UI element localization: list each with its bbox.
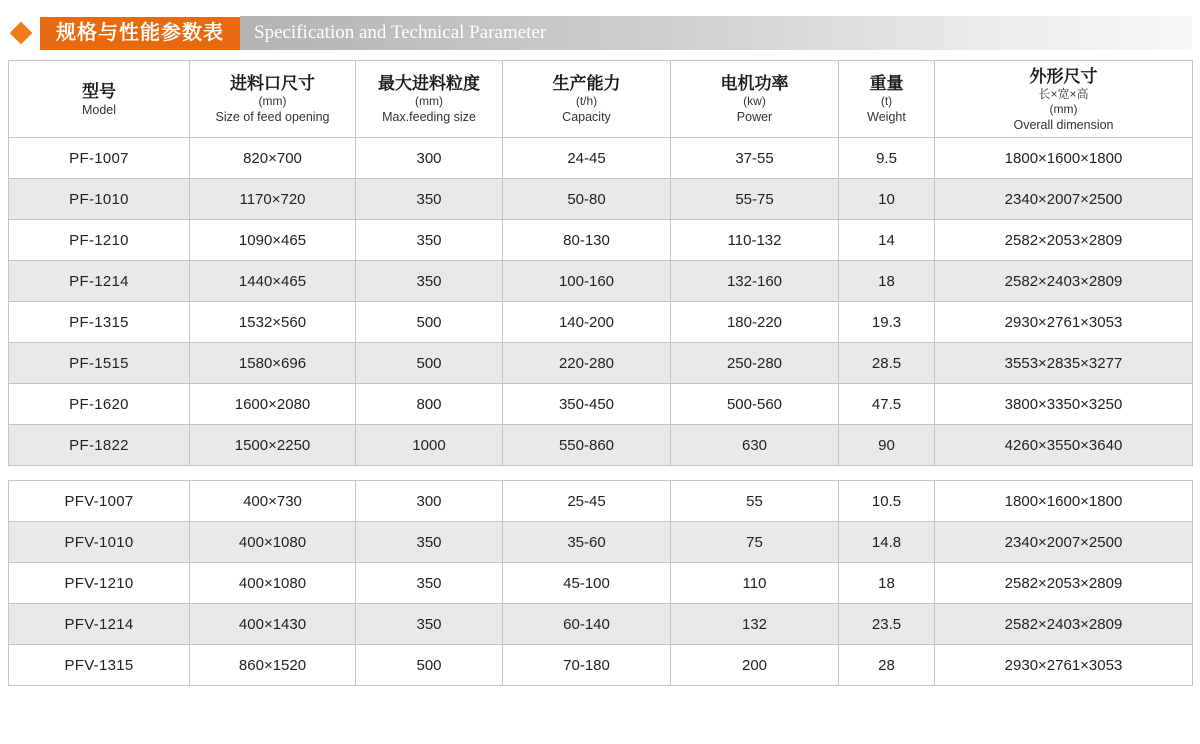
table-row: [9, 481, 1193, 522]
column-header-max-feed-en: Max.feeding size: [382, 110, 476, 124]
column-header-capacity: [503, 61, 671, 138]
cell-capacity: 220-280: [503, 343, 671, 384]
cell-dimension: 2930×2761×3053: [935, 302, 1193, 343]
column-header-feed-opening-unit: (mm): [258, 94, 287, 108]
cell-power: 110: [671, 563, 839, 604]
cell-weight: 47.5: [839, 384, 935, 425]
column-header-dimension-unit: (mm): [1049, 101, 1078, 116]
table-row: [9, 261, 1193, 302]
cell-feed-opening: 860×1520: [190, 645, 356, 686]
diamond-icon: [8, 20, 34, 46]
cell-dimension: 3800×3350×3250: [935, 384, 1193, 425]
cell-power: 200: [671, 645, 839, 686]
spec-table-primary: [8, 60, 1193, 466]
cell-power: 37-55: [671, 138, 839, 179]
cell-weight: 18: [839, 563, 935, 604]
cell-weight: 10.5: [839, 481, 935, 522]
cell-power: 132-160: [671, 261, 839, 302]
cell-power: 250-280: [671, 343, 839, 384]
table-header-row: [9, 61, 1193, 138]
cell-power: 75: [671, 522, 839, 563]
cell-feed-opening: 400×1080: [190, 522, 356, 563]
cell-model: PFV-1315: [9, 645, 190, 686]
table-row: [9, 425, 1193, 466]
column-header-dimension-sub: 长×宽×高: [1038, 86, 1089, 101]
cell-weight: 14: [839, 220, 935, 261]
column-header-dimension-cn: 外形尺寸: [1029, 66, 1098, 86]
table-row: [9, 522, 1193, 563]
cell-power: 110-132: [671, 220, 839, 261]
cell-feed-opening: 820×700: [190, 138, 356, 179]
cell-max-feed: 300: [356, 138, 503, 179]
cell-weight: 19.3: [839, 302, 935, 343]
cell-dimension: 2582×2053×2809: [935, 563, 1193, 604]
cell-dimension: 3553×2835×3277: [935, 343, 1193, 384]
cell-power: 500-560: [671, 384, 839, 425]
cell-model: PF-1210: [9, 220, 190, 261]
column-header-capacity-unit: (t/h): [575, 94, 598, 108]
cell-max-feed: 300: [356, 481, 503, 522]
cell-dimension: 4260×3550×3640: [935, 425, 1193, 466]
cell-max-feed: 500: [356, 645, 503, 686]
table-row: [9, 563, 1193, 604]
table-body-group1: [9, 138, 1193, 466]
cell-max-feed: 500: [356, 302, 503, 343]
table-row: [9, 384, 1193, 425]
column-header-weight-cn: 重量: [869, 74, 904, 93]
cell-model: PFV-1007: [9, 481, 190, 522]
column-header-max-feed-cn: 最大进料粒度: [378, 74, 480, 93]
column-header-model: [9, 61, 190, 138]
cell-dimension: 2582×2053×2809: [935, 220, 1193, 261]
cell-model: PF-1007: [9, 138, 190, 179]
cell-max-feed: 1000: [356, 425, 503, 466]
column-header-capacity-en: Capacity: [562, 110, 611, 124]
column-header-power-cn: 电机功率: [720, 74, 789, 93]
cell-max-feed: 350: [356, 604, 503, 645]
cell-model: PF-1315: [9, 302, 190, 343]
table-row: [9, 220, 1193, 261]
cell-weight: 10: [839, 179, 935, 220]
cell-capacity: 24-45: [503, 138, 671, 179]
table-separator: [8, 466, 1192, 480]
cell-max-feed: 350: [356, 522, 503, 563]
cell-capacity: 350-450: [503, 384, 671, 425]
cell-max-feed: 800: [356, 384, 503, 425]
cell-weight: 23.5: [839, 604, 935, 645]
cell-weight: 28: [839, 645, 935, 686]
cell-dimension: 2582×2403×2809: [935, 261, 1193, 302]
cell-model: PFV-1010: [9, 522, 190, 563]
cell-model: PF-1515: [9, 343, 190, 384]
cell-model: PF-1620: [9, 384, 190, 425]
cell-power: 180-220: [671, 302, 839, 343]
cell-dimension: 2582×2403×2809: [935, 604, 1193, 645]
column-header-capacity-cn: 生产能力: [552, 74, 621, 93]
table-row: [9, 179, 1193, 220]
column-header-power-en: Power: [736, 110, 773, 124]
column-header-dimension: [935, 61, 1193, 138]
column-header-power: [671, 61, 839, 138]
cell-capacity: 45-100: [503, 563, 671, 604]
cell-feed-opening: 400×730: [190, 481, 356, 522]
cell-capacity: 25-45: [503, 481, 671, 522]
cell-max-feed: 350: [356, 179, 503, 220]
column-header-feed-opening-cn: 进料口尺寸: [230, 74, 315, 93]
cell-feed-opening: 1090×465: [190, 220, 356, 261]
cell-model: PF-1822: [9, 425, 190, 466]
table-row: [9, 343, 1193, 384]
column-header-max-feed-unit: (mm): [415, 94, 443, 108]
cell-dimension: 1800×1600×1800: [935, 481, 1193, 522]
table-row: [9, 302, 1193, 343]
column-header-model-en: Model: [81, 102, 117, 117]
column-header-power-unit: (kw): [743, 94, 766, 108]
table-row: [9, 645, 1193, 686]
cell-capacity: 60-140: [503, 604, 671, 645]
cell-weight: 9.5: [839, 138, 935, 179]
column-header-weight-en: Weight: [867, 110, 906, 124]
cell-capacity: 80-130: [503, 220, 671, 261]
cell-feed-opening: 1170×720: [190, 179, 356, 220]
cell-feed-opening: 1600×2080: [190, 384, 356, 425]
cell-capacity: 35-60: [503, 522, 671, 563]
cell-power: 132: [671, 604, 839, 645]
cell-dimension: 2340×2007×2500: [935, 522, 1193, 563]
cell-feed-opening: 400×1430: [190, 604, 356, 645]
section-title-cn: 规格与性能参数表: [40, 17, 240, 50]
cell-power: 55-75: [671, 179, 839, 220]
column-header-feed-opening-en: Size of feed opening: [215, 110, 330, 124]
cell-feed-opening: 1580×696: [190, 343, 356, 384]
cell-model: PFV-1214: [9, 604, 190, 645]
cell-capacity: 100-160: [503, 261, 671, 302]
cell-weight: 14.8: [839, 522, 935, 563]
spec-sheet-page: [0, 16, 1200, 744]
cell-feed-opening: 1532×560: [190, 302, 356, 343]
column-header-weight-unit: (t): [880, 94, 893, 108]
table-header: [9, 61, 1193, 138]
cell-capacity: 50-80: [503, 179, 671, 220]
cell-capacity: 550-860: [503, 425, 671, 466]
cell-power: 630: [671, 425, 839, 466]
cell-feed-opening: 1440×465: [190, 261, 356, 302]
cell-power: 55: [671, 481, 839, 522]
section-title-en: Specification and Technical Parameter: [240, 16, 1192, 50]
table-body-group2: [9, 481, 1193, 686]
cell-max-feed: 350: [356, 220, 503, 261]
column-header-max-feed: [356, 61, 503, 138]
column-header-model-cn: 型号: [82, 81, 116, 101]
cell-dimension: 2340×2007×2500: [935, 179, 1193, 220]
spec-table-secondary: [8, 480, 1193, 686]
cell-dimension: 1800×1600×1800: [935, 138, 1193, 179]
cell-feed-opening: 1500×2250: [190, 425, 356, 466]
section-header: [8, 16, 1192, 50]
cell-dimension: 2930×2761×3053: [935, 645, 1193, 686]
cell-model: PFV-1210: [9, 563, 190, 604]
cell-weight: 90: [839, 425, 935, 466]
cell-max-feed: 350: [356, 563, 503, 604]
column-header-dimension-en: Overall dimension: [1013, 117, 1114, 132]
table-row: [9, 604, 1193, 645]
cell-max-feed: 500: [356, 343, 503, 384]
cell-max-feed: 350: [356, 261, 503, 302]
cell-capacity: 70-180: [503, 645, 671, 686]
column-header-weight: [839, 61, 935, 138]
cell-feed-opening: 400×1080: [190, 563, 356, 604]
cell-model: PF-1010: [9, 179, 190, 220]
table-row: [9, 138, 1193, 179]
column-header-feed-opening: [190, 61, 356, 138]
cell-capacity: 140-200: [503, 302, 671, 343]
cell-weight: 18: [839, 261, 935, 302]
cell-model: PF-1214: [9, 261, 190, 302]
cell-weight: 28.5: [839, 343, 935, 384]
